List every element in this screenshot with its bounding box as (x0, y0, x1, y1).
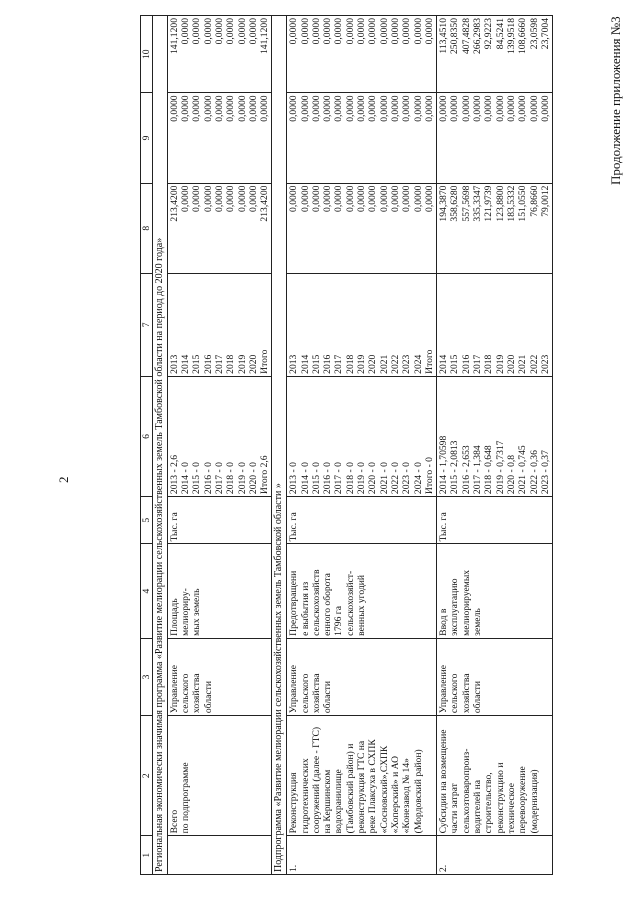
reclamation-table (140, 15, 553, 875)
cell-line: 407,4828 (460, 18, 472, 54)
cell-line: 2. (438, 864, 450, 872)
cell-line: 0,0000 (539, 95, 551, 122)
row-number (167, 836, 272, 875)
cell-line: 0,0000 (333, 18, 345, 45)
cell-line: 2014 (180, 354, 192, 374)
cell-line: 0,0000 (356, 18, 368, 45)
cell-line: 0,0000 (299, 185, 311, 212)
cell-line: 2019 (356, 354, 368, 374)
cell-line: 0,0000 (367, 18, 379, 45)
executor (437, 638, 553, 715)
years (167, 273, 272, 376)
cell-line: 266,2983 (472, 18, 484, 54)
cell-line: 0,0000 (202, 18, 214, 45)
cell-line: 0,0000 (356, 95, 368, 122)
cell-line: 0,0000 (423, 185, 435, 212)
amount-col-10 (167, 16, 272, 93)
cell-line: 123,8800 (494, 185, 506, 222)
cell-line: 0,0000 (213, 185, 225, 212)
cell-line: 2015 - 0 (310, 462, 322, 495)
cell-line: 23,7004 (539, 18, 551, 50)
cell-line: 0,0000 (322, 18, 334, 45)
subprogram-title: Подпрограмма «Развитие мелиорации сельскохозяйственных земель Тамбовской области » (272, 16, 287, 875)
cell-line: 2014 - 1,70598 (438, 435, 450, 495)
cell-line: венных угодий (356, 575, 368, 636)
cell-line: 2014 (438, 354, 450, 374)
cell-line: 0,0000 (180, 185, 192, 212)
column-number: 8 (141, 183, 153, 273)
cell-line: 2023 (539, 354, 551, 374)
cell-line: «Конезавод № 14» (401, 758, 413, 834)
cell-line: 0,0000 (288, 185, 300, 212)
cell-line: 0,0000 (344, 185, 356, 212)
cell-line: 0,0000 (449, 95, 461, 122)
cell-line: «Хоперский» и АО (389, 755, 401, 834)
cell-line: 0,0000 (412, 185, 424, 212)
cell-line: 0,0000 (202, 185, 214, 212)
cell-line: 2015 (191, 354, 203, 374)
cell-line: 0,0000 (401, 95, 413, 122)
cell-line: 79,0012 (539, 185, 551, 217)
amount-col-9 (287, 93, 437, 183)
cell-line: Площадь (168, 598, 180, 636)
amount-col-6 (287, 183, 437, 273)
cell-line (169, 838, 180, 872)
cell-line: 2022 - 0,36 (528, 450, 540, 495)
cell-line: эксплуатацию (449, 578, 461, 636)
cell-line: 2024 (412, 354, 424, 374)
cell-line: мелиориру- (180, 588, 192, 636)
indicator-values (167, 376, 272, 496)
cell-line: 2017 - 1,384 (472, 445, 484, 495)
cell-line: Субсидии на возмещение (438, 729, 450, 834)
amount-col-10 (287, 16, 437, 93)
cell-line: 1. (288, 864, 300, 872)
cell-line: 2020 - 0,8 (505, 454, 517, 495)
cell-line: 139,9518 (505, 18, 517, 54)
cell-line: 0,0000 (389, 185, 401, 212)
measure-name (437, 716, 553, 836)
cell-line: Управление (288, 664, 300, 714)
cell-line: Управление (438, 664, 450, 714)
cell-line: Итого (259, 349, 271, 374)
indicator (167, 544, 272, 638)
measure-name (167, 716, 272, 836)
cell-line: гидротехнических (299, 758, 311, 834)
cell-line: 0,0000 (460, 95, 472, 122)
cell-line: 0,0000 (180, 18, 192, 45)
indicator-values (287, 376, 437, 496)
unit (167, 497, 272, 544)
cell-line: сельского (299, 673, 311, 714)
cell-line: 2021 (378, 354, 390, 374)
cell-line: 2013 (168, 354, 180, 374)
cell-line: 2022 (528, 354, 540, 374)
cell-line: сельского (180, 673, 192, 714)
cell-line: 2017 - 0 (333, 462, 345, 495)
cell-line: 0,0000 (344, 18, 356, 45)
cell-line: 0,0000 (299, 18, 311, 45)
cell-line: Тыс. га (438, 512, 450, 542)
cell-line: хозяйства (460, 673, 472, 714)
column-number: 10 (141, 16, 153, 93)
cell-line: 2021 - 0,745 (517, 445, 529, 495)
cell-line: 2020 (505, 354, 517, 374)
cell-line: 0,0000 (494, 95, 506, 122)
cell-line: 2013 - 0 (288, 462, 300, 495)
cell-line: 2016 - 0 (322, 462, 334, 495)
cell-line: 0,0000 (191, 185, 203, 212)
cell-line: 0,0000 (202, 95, 214, 122)
cell-line: е выбытия из (299, 581, 311, 636)
cell-line: на Кершинском (322, 769, 334, 834)
cell-line: 0,0000 (438, 95, 450, 122)
cell-line: сельскохозяйств (310, 569, 322, 636)
cell-line: 141,1200 (259, 18, 271, 54)
cell-line: 2019 - 0 (356, 462, 368, 495)
cell-line: 0,0000 (310, 185, 322, 212)
executor (287, 638, 437, 715)
cell-line: 0,0000 (213, 95, 225, 122)
cell-line: хозяйства (310, 673, 322, 714)
column-number: 1 (141, 836, 153, 875)
cell-line: 2017 (472, 354, 484, 374)
years (437, 273, 553, 376)
cell-line: 2013 (288, 354, 300, 374)
cell-line: 2018 (344, 354, 356, 374)
cell-line: части затрат (449, 783, 461, 834)
cell-line: области (322, 681, 334, 714)
cell-line: мых земель (191, 588, 203, 636)
cell-line: 2016 (322, 354, 334, 374)
cell-line: 0,0000 (333, 95, 345, 122)
cell-line: 2023 - 0 (401, 462, 413, 495)
cell-line: 0,0000 (168, 95, 180, 122)
cell-line: области (472, 681, 484, 714)
cell-line: 0,0000 (259, 95, 271, 122)
cell-line: 151,0550 (517, 185, 529, 222)
cell-line: 0,0000 (299, 95, 311, 122)
cell-line: 0,0000 (378, 18, 390, 45)
cell-line: 2019 - 0 (236, 462, 248, 495)
cell-line: 194,3870 (438, 185, 450, 222)
cell-line: хозяйства (191, 673, 203, 714)
cell-line: 113,4510 (438, 18, 450, 54)
cell-line: 2017 - 0 (213, 462, 225, 495)
table-row (437, 16, 553, 875)
cell-line: 0,0000 (401, 185, 413, 212)
row-number (437, 836, 553, 875)
cell-line: 2019 (494, 354, 506, 374)
cell-line: 2014 (299, 354, 311, 374)
cell-line: (Тамбовский район) и (344, 743, 356, 834)
cell-line: 2020 - 0 (367, 462, 379, 495)
cell-line: 183,5332 (505, 185, 517, 222)
cell-line: 0,0000 (322, 95, 334, 122)
cell-line: сооружений (далее - ГТС) (310, 726, 322, 834)
cell-line: 0,0000 (322, 185, 334, 212)
column-number: 2 (141, 716, 153, 836)
cell-line: Ввод в (438, 608, 450, 636)
cell-line: 2013 - 2,6 (168, 454, 180, 495)
cell-line: 2016 (460, 354, 472, 374)
cell-line: 0,0000 (333, 185, 345, 212)
cell-line: 0,0000 (389, 95, 401, 122)
cell-line: 2014 - 0 (180, 462, 192, 495)
cell-line: 2016 - 2,653 (460, 445, 472, 495)
cell-line: строительство, (483, 772, 495, 834)
cell-line: 0,0000 (378, 185, 390, 212)
cell-line: Всего (168, 809, 180, 834)
cell-line: 0,0000 (236, 95, 248, 122)
cell-line: 2024 - 0 (412, 462, 424, 495)
cell-line: 121,9739 (483, 185, 495, 222)
cell-line: 2022 - 0 (389, 462, 401, 495)
row-number (287, 836, 437, 875)
unit (437, 497, 553, 544)
cell-line: 0,0000 (356, 185, 368, 212)
cell-line: 141,1200 (168, 18, 180, 54)
cell-line: 2018 - 0 (225, 462, 237, 495)
cell-line: реконструкцию и (494, 762, 506, 834)
cell-line: 0,0000 (288, 95, 300, 122)
cell-line: 0,0000 (213, 18, 225, 45)
cell-line: «Сосновский»,СХПК (378, 745, 390, 834)
cell-line: 0,0000 (505, 95, 517, 122)
cell-line: 0,0000 (225, 185, 237, 212)
cell-line: 0,0000 (483, 95, 495, 122)
cell-line: 2020 - 0 (247, 462, 259, 495)
cell-line: 0,0000 (472, 95, 484, 122)
table-row (287, 16, 437, 875)
cell-line: 0,0000 (528, 95, 540, 122)
cell-line: 0,0000 (247, 185, 259, 212)
column-number: 4 (141, 544, 153, 638)
cell-line: 0,0000 (389, 18, 401, 45)
cell-line: Предотвращени (288, 570, 300, 636)
cell-line: 2015 (310, 354, 322, 374)
cell-line: 76,8660 (528, 185, 540, 217)
cell-line: 250,8350 (449, 18, 461, 54)
column-number: 5 (141, 497, 153, 544)
cell-line: 2015 (449, 354, 461, 374)
cell-line: енного оборота (322, 573, 334, 636)
cell-line: реконструкция ГТС на (356, 740, 368, 834)
cell-line: 0,0000 (247, 18, 259, 45)
unit (287, 497, 437, 544)
cell-line: 84,5241 (494, 18, 506, 50)
cell-line: 0,0000 (310, 18, 322, 45)
cell-line: 1796 га (333, 606, 345, 636)
cell-line: 2021 - 0 (378, 462, 390, 495)
cell-line: 0,0000 (225, 95, 237, 122)
cell-line: 0,0000 (423, 95, 435, 122)
cell-line: мелиорируемых (460, 569, 472, 636)
cell-line: 2017 (213, 354, 225, 374)
cell-line: 0,0000 (401, 18, 413, 45)
cell-line: 2023 - 0,37 (539, 450, 551, 495)
column-number: 3 (141, 638, 153, 715)
cell-line: 0,0000 (344, 95, 356, 122)
cell-line: сельского (449, 673, 461, 714)
cell-line: 2018 (483, 354, 495, 374)
cell-line: Реконструкция (288, 772, 300, 834)
cell-line: 0,0000 (517, 95, 529, 122)
cell-line: 2014 - 0 (299, 462, 311, 495)
cell-line: водохранилище (333, 769, 345, 834)
cell-line: 2016 - 0 (202, 462, 214, 495)
column-number-row (141, 16, 153, 875)
cell-line: 23,0598 (528, 18, 540, 50)
cell-line: сельскохозяйст- (344, 570, 356, 636)
cell-line: 108,6660 (517, 18, 529, 54)
amount-col-6 (437, 183, 553, 273)
amount-col-10 (437, 16, 553, 93)
cell-line: 213,4200 (259, 185, 271, 222)
cell-line: водителей на (472, 779, 484, 834)
cell-line: Итого - 0 (423, 457, 435, 495)
cell-line: 557,5698 (460, 185, 472, 222)
amount-col-9 (437, 93, 553, 183)
cell-line: 2017 (333, 354, 345, 374)
cell-line: техническое (505, 783, 517, 834)
amount-col-9 (167, 93, 272, 183)
cell-line: 0,0000 (412, 95, 424, 122)
cell-line: 2020 (367, 354, 379, 374)
cell-line: 0,0000 (423, 18, 435, 45)
cell-line: 2019 (236, 354, 248, 374)
cell-line: (Мордовский район) (412, 749, 424, 834)
cell-line: 0,0000 (236, 18, 248, 45)
cell-line: (модернизация) (528, 769, 540, 834)
indicator (437, 544, 553, 638)
cell-line: 2018 - 0,648 (483, 445, 495, 495)
cell-line: 0,0000 (367, 95, 379, 122)
page-number: 2 (56, 476, 71, 483)
cell-line: 2018 - 0 (344, 462, 356, 495)
cell-line: 2023 (401, 354, 413, 374)
column-number: 7 (141, 273, 153, 376)
cell-line: перевооружение (517, 766, 529, 834)
cell-line: 0,0000 (247, 95, 259, 122)
cell-line: 335,3347 (472, 185, 484, 222)
cell-line: 0,0000 (310, 95, 322, 122)
cell-line: 2015 - 2,0813 (449, 440, 461, 495)
cell-line: 2015 - 0 (191, 462, 203, 495)
cell-line: 2021 (517, 354, 529, 374)
cell-line: 0,0000 (367, 185, 379, 212)
cell-line: 0,0000 (236, 185, 248, 212)
amount-col-6 (167, 183, 272, 273)
cell-line: 2016 (202, 354, 214, 374)
cell-line: реке Плаксуха в СХПК (367, 739, 379, 834)
cell-line: 2019 - 0,7317 (494, 440, 506, 495)
cell-line: Тыс. га (288, 512, 300, 542)
cell-line: 0,0000 (412, 18, 424, 45)
cell-line: 0,0000 (191, 18, 203, 45)
table-row (167, 16, 272, 875)
cell-line: 2022 (389, 354, 401, 374)
cell-line: Управление (168, 664, 180, 714)
program-title: Региональная экономически значимая программа «Развитие мелиорации сельскохозяйственных земель Тамбовской области на период до 2020 года» (153, 16, 168, 875)
indicator-values (437, 376, 553, 496)
years (287, 273, 437, 376)
appendix-label: Продолжение приложения №3 (608, 16, 623, 185)
cell-line: Итого (423, 349, 435, 374)
cell-line: 2018 (225, 354, 237, 374)
cell-line: сельхозтоваропроиз- (460, 748, 472, 834)
column-number: 9 (141, 93, 153, 183)
cell-line: по подпрограмме (180, 762, 192, 834)
cell-line: Итого 2,6 (259, 455, 271, 495)
cell-line: области (202, 681, 214, 714)
cell-line: 0,0000 (191, 95, 203, 122)
cell-line: земель (472, 608, 484, 636)
executor (167, 638, 272, 715)
cell-line: 0,0000 (225, 18, 237, 45)
measure-name (287, 716, 437, 836)
cell-line: 0,0000 (180, 95, 192, 122)
cell-line: Тыс. га (168, 512, 180, 542)
cell-line: 92,9223 (483, 18, 495, 50)
cell-line: 213,4200 (168, 185, 180, 222)
column-number: 6 (141, 376, 153, 496)
cell-line: 2020 (247, 354, 259, 374)
indicator (287, 544, 437, 638)
cell-line: 0,0000 (288, 18, 300, 45)
cell-line: 358,6280 (449, 185, 461, 222)
cell-line: 0,0000 (378, 95, 390, 122)
